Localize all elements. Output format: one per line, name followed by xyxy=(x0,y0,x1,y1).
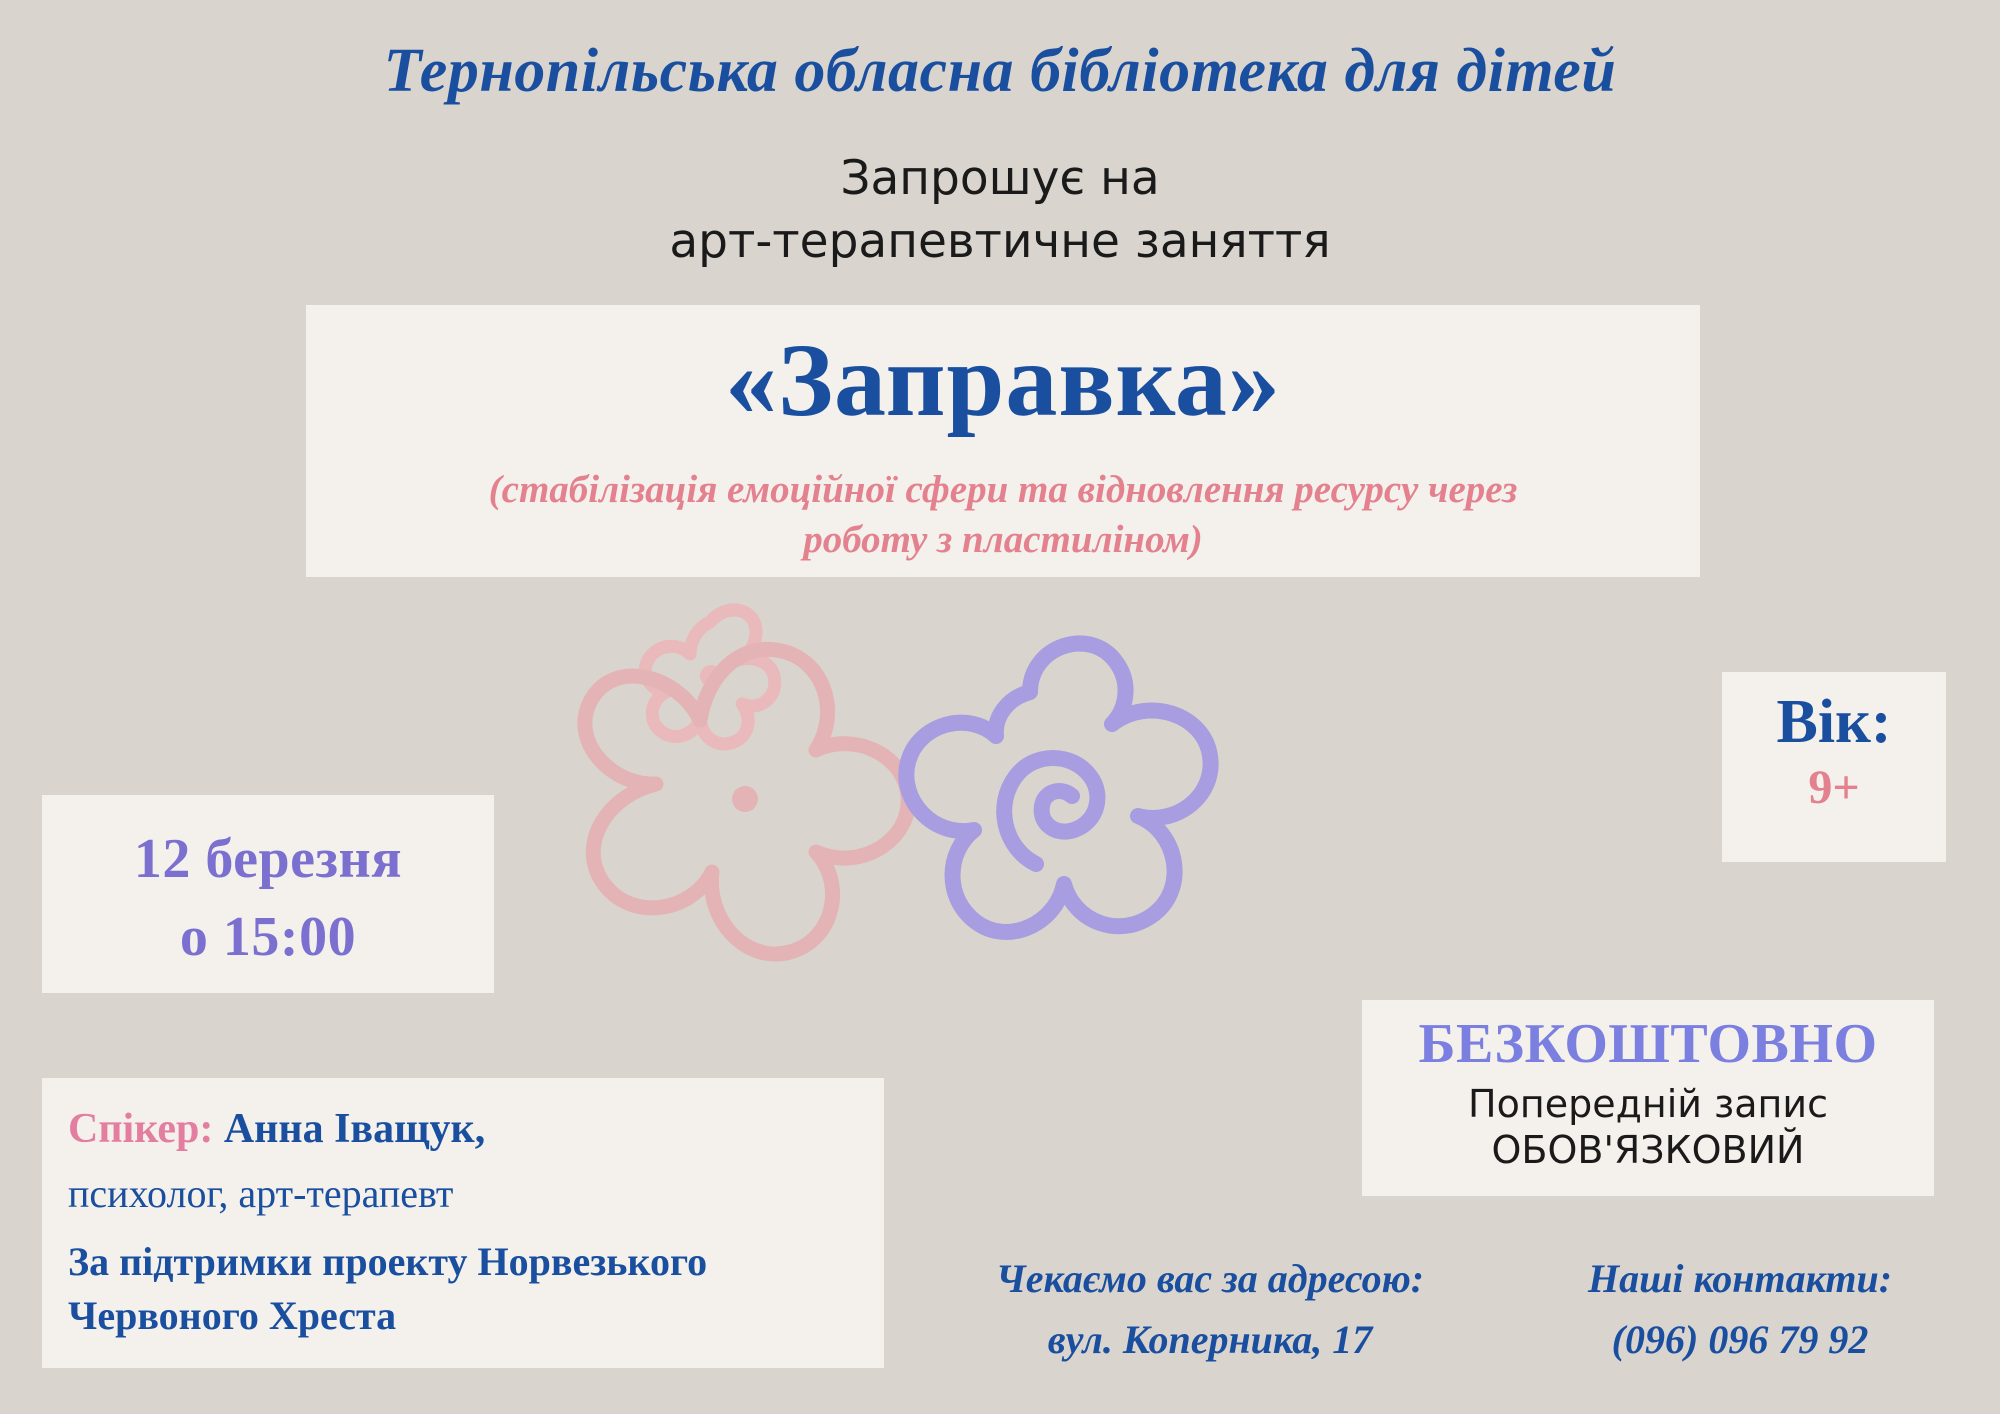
age-label: Вік: xyxy=(1776,688,1892,756)
flower-decoration-group xyxy=(560,600,1360,1080)
registration-note-line-1: Попередній запис xyxy=(1468,1082,1828,1126)
page-title: «Заправка» xyxy=(725,323,1281,438)
invite-line-2: арт-терапевтичне заняття xyxy=(669,214,1331,269)
speaker-support-line-2: Червоного Хреста xyxy=(68,1293,397,1339)
event-date: 12 березня xyxy=(133,828,403,890)
contacts-block xyxy=(1520,1255,1960,1363)
invite-line-1: Запрошує на xyxy=(840,151,1160,206)
speaker-support-line-1: За підтримки проекту Норвезького xyxy=(68,1239,708,1285)
flower-icon-large-pink xyxy=(585,649,908,954)
address-label: Чекаємо вас за адресою: xyxy=(995,1256,1425,1301)
date-box xyxy=(42,795,494,993)
title-subtitle xyxy=(336,465,1670,565)
speaker-box xyxy=(42,1078,884,1368)
speaker-row xyxy=(68,1104,858,1154)
age-value: 9+ xyxy=(1808,761,1860,815)
registration-note-line-2: ОБОВ'ЯЗКОВИЙ xyxy=(1491,1128,1805,1172)
title-subtitle-line-1: (стабілізація емоційної сфери та відновлення ресурсу через xyxy=(488,468,1518,511)
free-admission-title: БЕЗКОШТОВНО xyxy=(1418,1013,1878,1075)
free-admission-box xyxy=(1362,1000,1934,1196)
contacts-phone[interactable]: (096) 096 79 92 xyxy=(1611,1317,1869,1362)
age-box xyxy=(1722,672,1946,862)
speaker-name: Анна Іващук, xyxy=(223,1106,486,1152)
speaker-role: психолог, арт-терапевт xyxy=(68,1171,454,1217)
organization-title: Тернопільська обласна бібліотека для дітей xyxy=(383,37,1617,105)
contacts-label: Наші контакти: xyxy=(1587,1256,1893,1301)
title-subtitle-line-2: роботу з пластиліном) xyxy=(803,517,1203,561)
event-time: о 15:00 xyxy=(179,906,357,968)
address-value: вул. Коперника, 17 xyxy=(1047,1317,1373,1362)
address-block xyxy=(950,1255,1470,1363)
title-band xyxy=(306,305,1700,577)
speaker-support xyxy=(68,1235,858,1343)
speaker-label: Спікер: xyxy=(68,1106,214,1152)
flower-spiral-icon-violet xyxy=(906,643,1210,931)
